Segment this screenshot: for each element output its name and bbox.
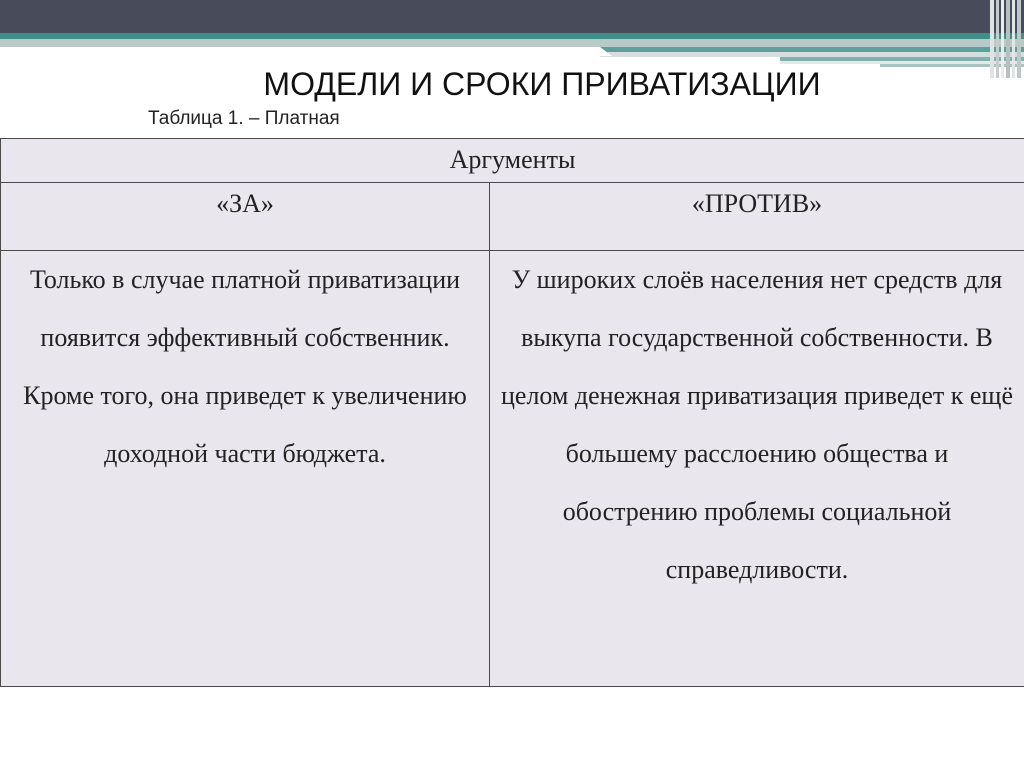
table-column-header-row (1, 183, 1024, 251)
argument-against-cell: У широких слоёв населения нет средств для выкупа государственной собственности. В целом денежная приватизация приведет к ещё большему расслоению общества и обострению проблемы социальной справедливости. (490, 251, 1024, 687)
table-caption: Таблица 1. – Платная (148, 108, 340, 129)
arguments-table (0, 138, 1024, 687)
column-header-against: «ПРОТИВ» (490, 183, 1024, 251)
table-header-row (1, 139, 1024, 183)
column-header-for: «ЗА» (1, 183, 490, 251)
page-title: МОДЕЛИ И СРОКИ ПРИВАТИЗАЦИИ (263, 66, 821, 102)
argument-for-cell: Только в случае платной приватизации появится эффективный собственник. Кроме того, она приведет к увеличению доходной части бюджета. (1, 251, 490, 687)
table-row (1, 251, 1024, 687)
arguments-header: Аргументы (1, 139, 1024, 183)
